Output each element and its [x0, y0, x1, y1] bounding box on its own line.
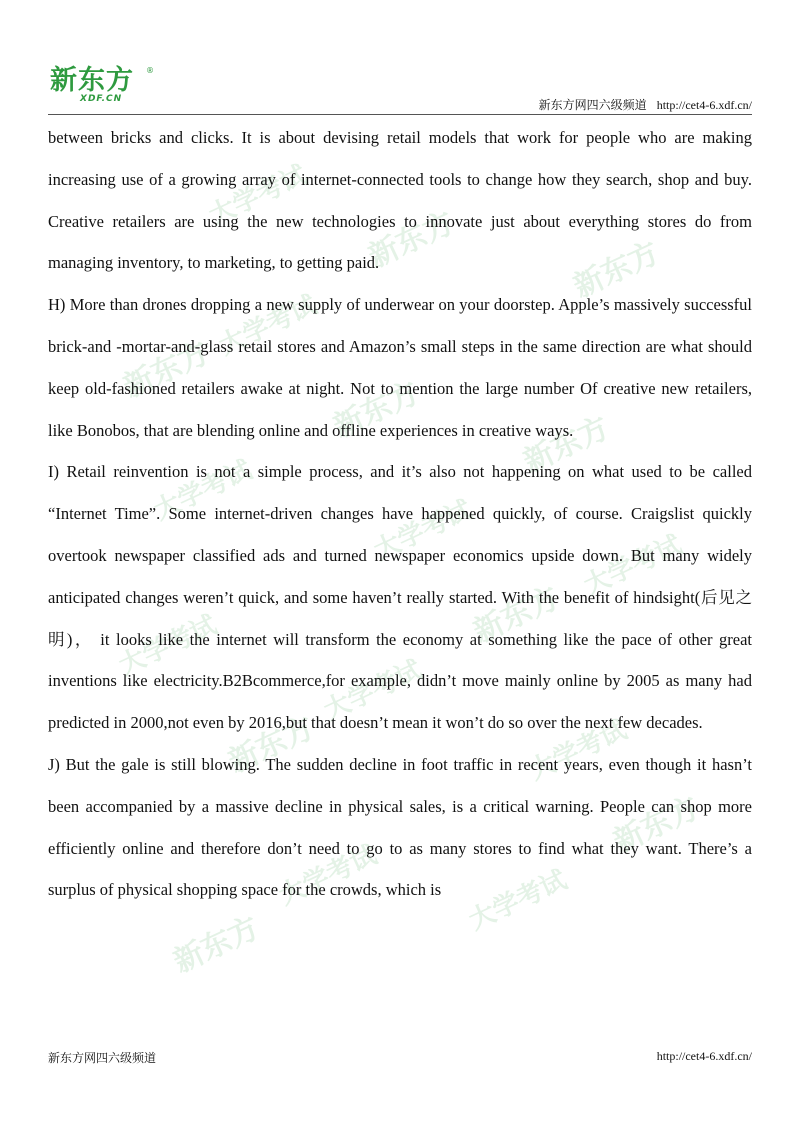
document-body [48, 117, 752, 911]
watermark-logo: 新东方 [118, 335, 215, 406]
watermark-sub: 大学考试 [204, 160, 312, 232]
watermark-logo: 新东方 [568, 235, 665, 306]
header-site-info [539, 96, 752, 113]
footer-site-url[interactable]: http://cet4-6.xdf.cn/ [656, 1049, 752, 1063]
watermark-logo: 新东方 [363, 205, 460, 276]
footer-site-name: 新东方网四六级频道 [48, 1051, 157, 1065]
paragraph-j: J) But the gale is still blowing. The sudden decline in foot traffic in recent years, even though it hasn’t been accompanied by a massive decline in physical sales, is a critical warning. People can shop more efficiently online and therefore don’t need to go to as many stores to find what they want. There’s a surplus of physical shopping space for the crowds, which is [48, 754, 752, 900]
paragraph-h: H) More than drones dropping a new supply of underwear on your doorstep. Apple’s massively successful brick-and -mortar-and-glass retail stores and Amazon’s small steps in the same direction are what should keep old-fashioned retailers awake at night. Not to mention the large number Of creative new retailers, like Bonobos, that are blending online and offline experiences in creative ways. [48, 295, 752, 440]
watermark-sub: 大学考试 [464, 865, 572, 937]
watermark-logo: 新东方 [518, 410, 615, 481]
watermark-logo: 新东方 [328, 375, 425, 446]
watermark-sub: 大学考试 [149, 455, 257, 527]
registered-mark: ® [146, 66, 154, 75]
logo-text: 新东方 [50, 65, 134, 96]
header-divider [48, 114, 752, 115]
watermark-sub: 大学考试 [214, 290, 322, 362]
xdf-logo [50, 66, 160, 110]
header-site-url[interactable]: http://cet4-6.xdf.cn/ [656, 98, 752, 112]
watermark-sub: 大学考试 [274, 840, 382, 912]
paragraph-g-continued: between bricks and clicks. It is about devising retail models that work for people who are making increasing use of a growing array of internet-connected tools to change how they search, shop and buy. Creative retailers are using the new technologies to innovate just about everything stores do from managing inventory, to marketing, to getting paid. [48, 128, 752, 273]
logo-subtext: XDF.CN [80, 94, 123, 104]
watermark-sub: 大学考试 [114, 610, 222, 682]
watermark-sub: 大学考试 [319, 655, 427, 727]
watermark-logo: 新东方 [468, 580, 565, 651]
watermark-sub: 大学考试 [524, 715, 632, 787]
header-site-name: 新东方网四六级频道 [538, 98, 647, 112]
watermark-logo: 新东方 [168, 910, 265, 981]
watermark-sub: 大学考试 [579, 530, 687, 602]
watermark-logo: 新东方 [608, 790, 705, 861]
watermark-logo: 新东方 [223, 710, 320, 781]
paragraph-i: I) Retail reinvention is not a simple process, and it’s also not happening on what used to be called “Internet Time”. Some internet-driven changes have happened quickly, of course. Craigslist quickly overtook newspaper classified ads and turned newspaper economics upside down. But many widely anticipated changes weren’t quick, and some haven’t really started. With the benefit of hindsight(后见之明)， it looks like the internet will transform the economy at something like the pace of other great inventions like electricity.B2Bcommerce,for example, didn’t move mainly online by 2005 as many had predicted in 2000,not even by 2016,but that doesn’t mean it won’t do so over the next few decades. [48, 462, 752, 733]
watermark-sub: 大学考试 [369, 495, 477, 567]
